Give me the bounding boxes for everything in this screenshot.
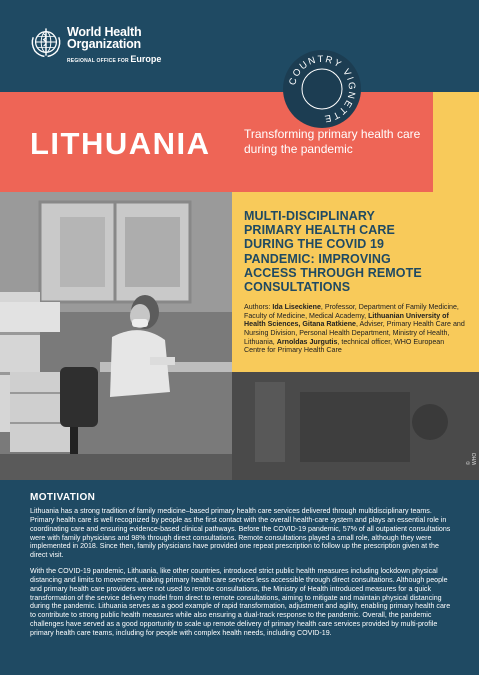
author-name: Gitana Ratkiene bbox=[302, 320, 356, 329]
author-role: , technical officer, WHO European Centre for Primary Health Care bbox=[244, 337, 445, 355]
region-prefix: REGIONAL OFFICE FOR bbox=[67, 58, 129, 64]
author-role: , Professor, Department of Family Medicine, Faculty of Medicine, Medical Academy, bbox=[244, 303, 459, 320]
who-logo[interactable] bbox=[30, 26, 161, 64]
feature-title-line: DURING THE COVID 19 bbox=[244, 237, 385, 252]
author-org: Lithuanian University of Health Sciences, bbox=[244, 311, 449, 329]
org-name-line1: World Health bbox=[67, 25, 142, 39]
author-name: Ida Liseckiene bbox=[272, 303, 321, 312]
feature-title-line: CONSULTATIONS bbox=[244, 280, 351, 295]
author-role: , Adviser, Primary Health Care and Nursing Division, Personal Health Department, Ministry of Health, Lithuania, bbox=[244, 320, 465, 346]
feature-panel bbox=[232, 192, 479, 372]
feature-title-line: PRIMARY HEALTH CARE bbox=[244, 223, 395, 238]
feature-title-line: MULTI-DISCIPLINARY bbox=[244, 209, 375, 223]
feature-title bbox=[244, 209, 465, 294]
who-emblem-icon bbox=[30, 26, 62, 58]
badge-ring-text bbox=[283, 50, 361, 128]
svg-text:COUNTRY VIGNETTE bbox=[287, 54, 357, 124]
authors-block bbox=[244, 303, 465, 355]
feature-title-line: PANDEMIC: IMPROVING bbox=[244, 251, 391, 266]
badge-text: COUNTRY VIGNETTE bbox=[287, 53, 358, 125]
regional-office bbox=[67, 54, 161, 64]
country-title: LITHUANIA bbox=[30, 126, 211, 161]
country-vignette-badge bbox=[283, 50, 361, 128]
motivation-section bbox=[30, 492, 454, 638]
photo-credit: © WHO bbox=[466, 452, 478, 465]
section-heading: MOTIVATION bbox=[30, 492, 96, 503]
body-paragraph: With the COVID-19 pandemic, Lithuania, like other countries, introduced strict public health measures including lockdown physical distancing and limits to movement, making primary health care services less accessible through direct consultations. Although people and primary health care providers were not used to remote consultations, the Ministry of Health introduced measures for a quick transformation of the service delivery model from direct to remote consultations, aiming to mitigate and maintain physical distancing during the pandemic. Lithuania serves as a good example of rapid transformation, adjustment and agility, enabling primary health care to contribute to strong public health measures while also ensuring a dual-track response to the pandemic. Overall, the pandemic challenges have served as a good opportunity to scale up remote delivery of primary health care services provided by multi-profile primary health care teams, including for people with complex health needs, including COVID-19. bbox=[30, 567, 451, 637]
authors-label: Authors: bbox=[244, 303, 273, 312]
author-name: Arnoldas Jurgutis bbox=[276, 337, 338, 346]
page-subtitle: Transforming primary health care during the pandemic bbox=[244, 127, 421, 156]
feature-title-line: ACCESS THROUGH REMOTE bbox=[244, 265, 422, 280]
region-name: Europe bbox=[130, 54, 162, 64]
org-name-line2: Organization bbox=[67, 37, 141, 51]
body-paragraph: Lithuania has a strong tradition of family medicine–based primary health care services delivered through multidisciplinary teams. Primary health care is well recognized by people as the first contact with the overall health-care system and plays an essential role in coordinating care and ensuring evidence-based clinical pathways. Before the COVID-19 pandemic, 57% of all outpatient consultations were with family physicians and 98% through direct consultations. Remote consultations played a small role, although they were implemented in 2018. Since then, family physicians have provided one repeat prescription to follow up the prescription given at the direct visit. bbox=[30, 507, 451, 560]
